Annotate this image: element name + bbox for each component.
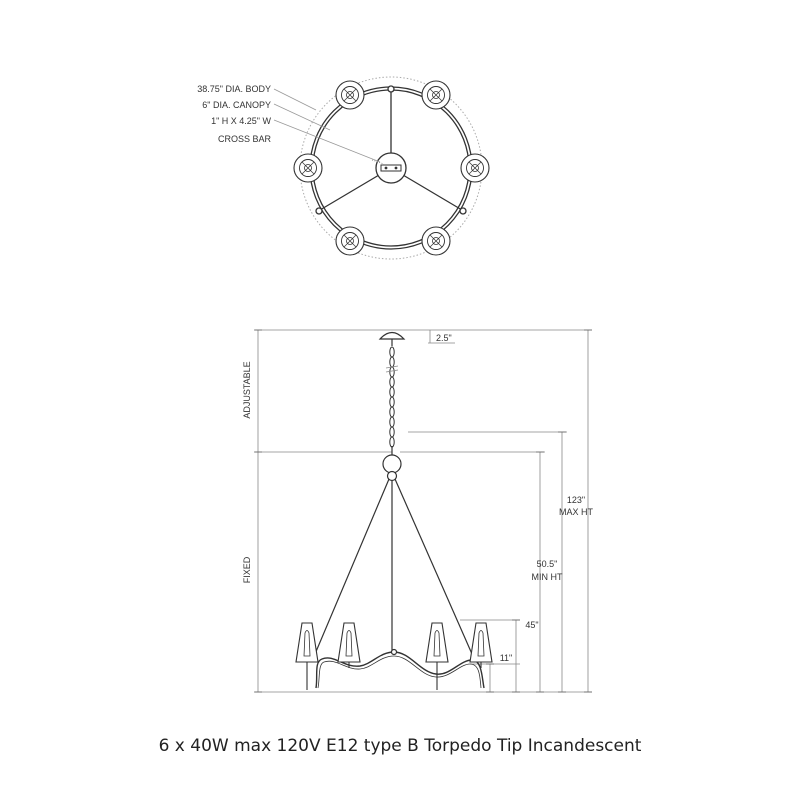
canopy-dia-label: 6" DIA. CANOPY xyxy=(202,100,271,110)
socket-2 xyxy=(422,81,450,109)
socket-1 xyxy=(336,81,364,109)
lamp-4 xyxy=(470,623,492,668)
body-dia-label: 38.75" DIA. BODY xyxy=(197,84,271,94)
canopy xyxy=(380,333,404,340)
chain xyxy=(386,347,398,447)
arm-end-left xyxy=(316,208,322,214)
lamp-1 xyxy=(296,623,318,690)
chandelier-elevation xyxy=(315,333,484,689)
min-height-text: MIN HT xyxy=(531,572,563,582)
cross-bar-arm-left xyxy=(320,175,379,210)
shade-height-label: 11" xyxy=(499,653,513,663)
socket-3 xyxy=(294,154,322,182)
adjustable-label: ADJUSTABLE xyxy=(242,361,252,419)
arm-end-right xyxy=(460,208,466,214)
top-view xyxy=(300,77,482,259)
lamp-3 xyxy=(426,623,448,690)
max-height-value: 123" xyxy=(566,495,586,505)
top-view-leaders xyxy=(274,89,380,162)
arm-end-top xyxy=(388,86,394,92)
cross-bar xyxy=(381,165,401,171)
lamp-2 xyxy=(338,623,360,668)
canopy-height-label: 2.5" xyxy=(436,333,452,343)
socket-5 xyxy=(336,227,364,255)
socket-4 xyxy=(461,154,489,182)
socket-6 xyxy=(422,227,450,255)
fixed-label: FIXED xyxy=(242,556,252,584)
center-ball xyxy=(383,455,401,473)
bulb-spec-caption: 6 x 40W max 120V E12 type B Torpedo Tip Incandescent xyxy=(158,736,642,756)
arm-height-label: 45" xyxy=(525,620,539,630)
min-height-value: 50.5" xyxy=(536,559,558,569)
cross-bar-size-label: 1" H X 4.25" W xyxy=(211,116,271,126)
max-height-text: MAX HT xyxy=(558,507,594,517)
cross-bar-arm-right xyxy=(403,175,462,210)
cross-bar-label: CROSS BAR xyxy=(217,134,271,144)
